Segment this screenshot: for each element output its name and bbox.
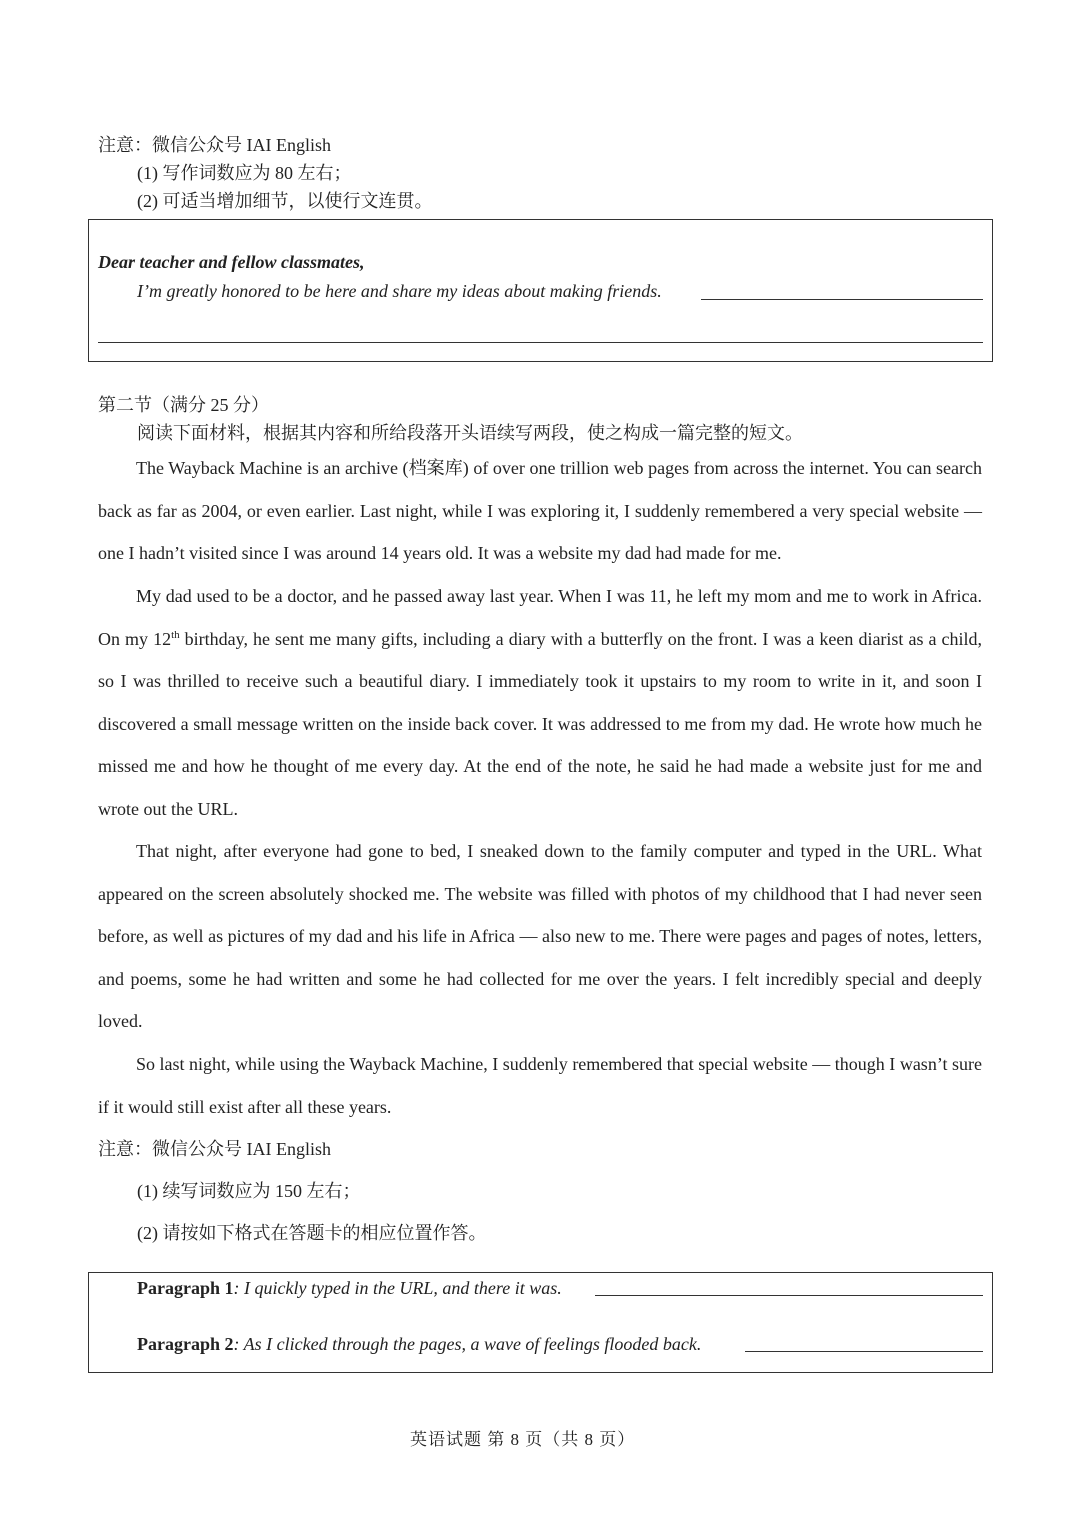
writing-answer-box xyxy=(88,219,993,362)
passage-paragraph: That night, after everyone had gone to bed, I sneaked down to the family computer and typed in the URL. What appeared on the screen absolutely shocked me. The website was filled with photos of my childhood that I had never seen before, as well as pictures of my dad and his life in Africa — also new to me. There were pages and pages of notes, letters, and poems, some he had written and some he had collected for me over the years. I felt incredibly special and deeply loved. xyxy=(98,841,982,1032)
page-footer: 英语试题 第 8 页（共 8 页） xyxy=(410,1430,636,1449)
paragraph-2-prompt xyxy=(137,1333,701,1355)
continuation-answer-box xyxy=(88,1272,993,1373)
passage-paragraph: My dad used to be a doctor, and he passed away last year. When I was 11, he left my mom and me to work in Africa. On my 12th birthday, he sent me many gifts, including a diary with a butterfly on the front. I was a keen diarist as a child, so I was thrilled to receive such a beautiful diary. I immediately took it upstairs to my room to write in it, and soon I discovered a small message written on the inside back cover. It was addressed to me from my dad. He wrote how much he missed me and how he thought of me every day. At the end of the note, he said he had made a website just for me and wrote out the URL. xyxy=(98,586,983,819)
answer-blank[interactable] xyxy=(701,299,983,300)
note-item: (2) 请按如下格式在答题卡的相应位置作答。 xyxy=(137,1223,487,1243)
note-item: (1) 写作词数应为 80 左右； xyxy=(137,163,352,183)
passage-paragraph: The Wayback Machine is an archive (档案库) of over one trillion web pages from across the internet. You can search back as far as 2004, or even earlier. Last night, while I was exploring it, I suddenly remembered a very special website — one I hadn’t visited since I was around 14 years old. It was a website my dad had made for me. xyxy=(98,458,982,564)
answer-blank[interactable] xyxy=(98,342,983,343)
answer-blank[interactable] xyxy=(745,1351,983,1352)
answer-blank[interactable] xyxy=(595,1295,983,1296)
passage-paragraph: So last night, while using the Wayback Machine, I suddenly remembered that special website — though I wasn’t sure if it would still exist after all these years. xyxy=(98,1054,982,1117)
opening-sentence: I’m greatly honored to be here and share my ideas about making friends. xyxy=(137,281,662,301)
salutation: Dear teacher and fellow classmates, xyxy=(98,252,365,272)
instruction: 阅读下面材料，根据其内容和所给段落开头语续写两段，使之构成一篇完整的短文。 xyxy=(137,423,803,443)
note-title: 注意：微信公众号 IAI English xyxy=(98,135,331,155)
section-heading: 第二节（满分 25 分） xyxy=(98,395,269,415)
paragraph-2-label: Paragraph 2 xyxy=(137,1334,234,1354)
note-title: 注意：微信公众号 IAI English xyxy=(98,1139,331,1159)
note-item: (2) 可适当增加细节，以使行文连贯。 xyxy=(137,191,433,211)
paragraph-1-opening: : I quickly typed in the URL, and there it was. xyxy=(233,1278,562,1298)
note-item: (1) 续写词数应为 150 左右； xyxy=(137,1181,361,1201)
paragraph-1-prompt xyxy=(137,1277,562,1299)
paragraph-2-opening: : As I clicked through the pages, a wave of feelings flooded back. xyxy=(233,1334,702,1354)
paragraph-1-label: Paragraph 1 xyxy=(137,1278,234,1298)
